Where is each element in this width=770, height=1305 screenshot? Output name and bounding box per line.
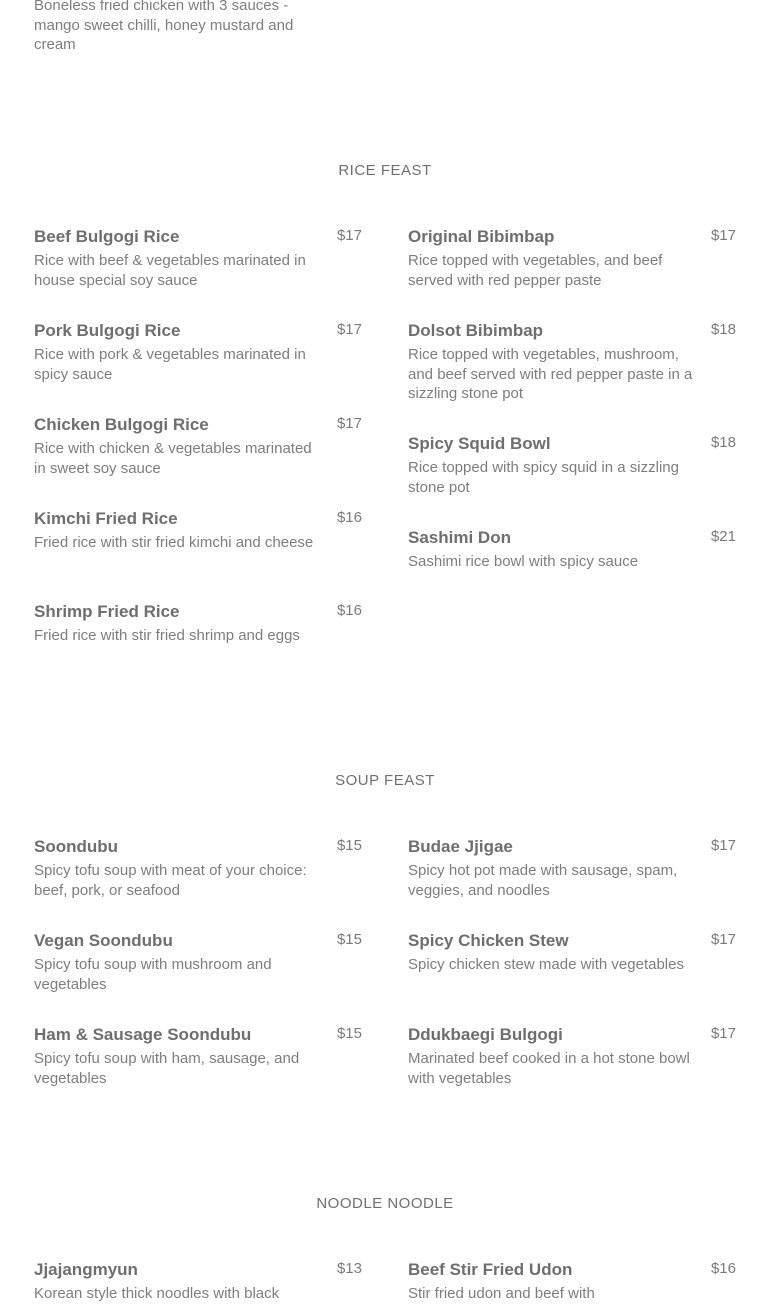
menu-item-price: $18 bbox=[710, 434, 736, 451]
menu-item-description: Stir fried udon and beef with bbox=[408, 1285, 595, 1302]
menu-item-description: Rice topped with vegetables, and beef served with red pepper paste bbox=[408, 252, 663, 289]
menu-item-name: Chicken Bulgogi Rice bbox=[34, 415, 209, 434]
menu-item-price: $15 bbox=[336, 1025, 362, 1042]
menu-item-price: $15 bbox=[336, 837, 362, 854]
menu-item-description: Fried rice with stir fried kimchi and cheese bbox=[34, 534, 314, 551]
menu-item-name: Jjajangmyun bbox=[34, 1260, 138, 1279]
menu-item-price: $17 bbox=[336, 227, 362, 244]
menu-item-price: $21 bbox=[710, 528, 736, 545]
menu-item-price: $17 bbox=[710, 1025, 736, 1042]
menu-item-description: Sashimi rice bowl with spicy sauce bbox=[408, 553, 639, 570]
menu-item-description: Spicy chicken stew made with vegetables bbox=[408, 956, 684, 973]
menu-item-description: Rice with chicken & vegetables marinated in sweet soy sauce bbox=[34, 440, 312, 477]
menu-item-name: Soondubu bbox=[34, 837, 119, 856]
menu-item-description: Rice topped with vegetables, mushroom, and beef served with red pepper paste in a sizzling stone pot bbox=[408, 346, 693, 402]
menu-item-price: $17 bbox=[336, 415, 362, 432]
menu-item-name: Ham & Sausage Soondubu bbox=[34, 1025, 252, 1044]
menu-item-price: $16 bbox=[710, 1260, 736, 1277]
menu-item-price: $15 bbox=[336, 931, 362, 948]
menu-item-description: Korean style thick noodles with black bbox=[34, 1285, 280, 1302]
menu-item-price: $13 bbox=[336, 1260, 362, 1277]
menu-item-description: Fried rice with stir fried shrimp and eggs bbox=[34, 627, 300, 644]
menu-item-description: Rice with pork & vegetables marinated in spicy sauce bbox=[34, 346, 306, 383]
section-title-noodle-noodle: NOODLE NOODLE bbox=[316, 1195, 454, 1212]
menu-item-price: $17 bbox=[336, 321, 362, 338]
menu-item-price: $16 bbox=[336, 602, 362, 619]
menu-item-description: Spicy tofu soup with meat of your choice: beef, pork, or seafood bbox=[34, 862, 307, 899]
menu-item-price: $17 bbox=[710, 931, 736, 948]
menu-item-name: Kimchi Fried Rice bbox=[34, 509, 178, 528]
menu-item-name: Ddukbaegi Bulgogi bbox=[408, 1025, 563, 1044]
menu-item-description: Spicy tofu soup with ham, sausage, and vegetables bbox=[34, 1050, 300, 1087]
menu-item-name: Pork Bulgogi Rice bbox=[34, 321, 181, 340]
menu-item-description: Rice with beef & vegetables marinated in house special soy sauce bbox=[34, 252, 306, 289]
menu-item-name: Vegan Soondubu bbox=[34, 931, 173, 950]
menu-item-name: Shrimp Fried Rice bbox=[34, 602, 180, 621]
menu-item-price: $18 bbox=[710, 321, 736, 338]
menu-item-name: Spicy Chicken Stew bbox=[408, 931, 569, 950]
menu-item-description: Boneless fried chicken with 3 sauces - mango sweet chilli, honey mustard and cream bbox=[34, 0, 294, 53]
menu-item-price: $17 bbox=[710, 837, 736, 854]
menu-item-description: Spicy tofu soup with mushroom and vegetables bbox=[34, 956, 272, 993]
menu-item-description: Marinated beef cooked in a hot stone bowl with vegetables bbox=[408, 1050, 690, 1087]
menu-item-price: $16 bbox=[336, 509, 362, 526]
menu-item-name: Beef Bulgogi Rice bbox=[34, 227, 180, 246]
menu-item-name: Original Bibimbap bbox=[408, 227, 555, 246]
menu-item-name: Sashimi Don bbox=[408, 528, 511, 547]
menu-item-description: Spicy hot pot made with sausage, spam, veggies, and noodles bbox=[408, 862, 678, 899]
menu-item-name: Budae Jjigae bbox=[408, 837, 513, 856]
section-title-rice-feast: RICE FEAST bbox=[338, 162, 432, 179]
menu-item-name: Beef Stir Fried Udon bbox=[408, 1260, 573, 1279]
menu-item-price: $17 bbox=[710, 227, 736, 244]
menu-item-description: Rice topped with spicy squid in a sizzling stone pot bbox=[408, 459, 679, 496]
section-title-soup-feast: SOUP FEAST bbox=[335, 772, 435, 789]
menu-item-name: Spicy Squid Bowl bbox=[408, 434, 551, 453]
menu-item-name: Dolsot Bibimbap bbox=[408, 321, 544, 340]
